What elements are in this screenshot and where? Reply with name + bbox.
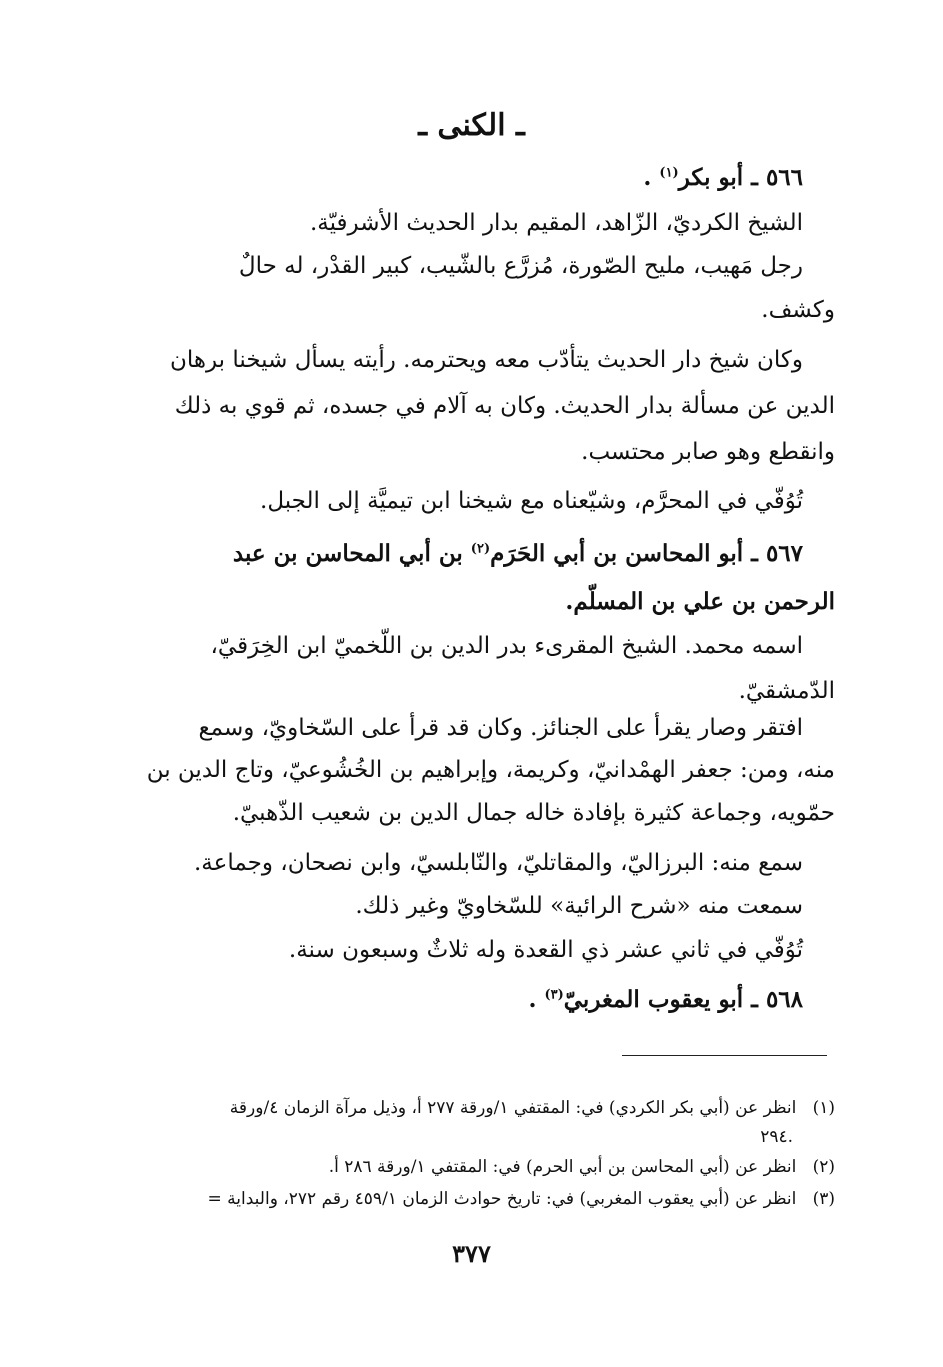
entry-566-line-5: الدين عن مسألة بدار الحديث. وكان به آلام في جسده، ثم قوي به ذلك — [174, 393, 835, 419]
entry-567-heading-line-2: الرحمن بن علي بن المسلّم. — [565, 588, 835, 615]
footnote-ref-2: (٢) — [470, 541, 491, 557]
footnote-1: (١) انظر عن (أبي بكر الكردي) في: المقتفي ١/ورقة ٢٧٧ أ، وذيل مرآة الزمان ٤/ورقة — [229, 1098, 835, 1118]
entry-566-line-6: وانقطع وهو صابر محتسب. — [581, 439, 835, 465]
entry-567-line-7: سمعت منه «شرح الرائية» للسّخاويّ وغير ذلك. — [355, 893, 803, 919]
entry-566-line-3: وكشف. — [761, 297, 835, 323]
entry-567-line-1: اسمه محمد. الشيخ المقرىء بدر الدين بن اللّخميّ ابن الخِرَقيّ، — [210, 633, 803, 659]
footnote-ref-1: (١) — [659, 165, 679, 181]
page-header: ـ الكنى ـ — [418, 108, 525, 143]
entry-567-heading: ٥٦٧ ـ أبو المحاسن بن أبي الحَرَم$^{(٢)}$ بن أبي المحاسن بن عبد — [232, 540, 803, 567]
entry-568-heading: ٥٦٨ ـ أبو يعقوب المغربيّ$^{(٣)}$ . — [528, 986, 803, 1013]
footnote-divider — [622, 1055, 827, 1056]
entry-567-line-6: سمع منه: البرزاليّ، والمقاتليّ، والنّابلسيّ، وابن نصحان، وجماعة. — [193, 850, 803, 876]
entry-567-line-5: حمّويه، وجماعة كثيرة بإفادة خاله جمال الدين بن شعيب الذّهبيّ. — [232, 800, 835, 826]
entry-567-line-2: الدّمشقيّ. — [738, 678, 835, 704]
entry-567-line-4: منه، ومن: جعفر الهمْدانيّ، وكريمة، وإبراهيم بن الخُشُوعيّ، وتاج الدين بن — [146, 757, 835, 783]
footnote-1-cont: ٢٩٤. — [760, 1127, 793, 1147]
entry-567-line-3: افتقر وصار يقرأ على الجنائز. وكان قد قرأ على السّخاويّ، وسمع — [198, 715, 803, 741]
entry-566-line-1: الشيخ الكرديّ، الزّاهد، المقيم بدار الحديث الأشرفيّة. — [309, 210, 803, 236]
entry-567-line-8: تُوُفّي في ثاني عشر ذي القعدة وله ثلاثٌ وسبعون سنة. — [288, 937, 803, 963]
entry-566-line-2: رجل مَهيب، مليح الصّورة، مُزرَّع بالشّيب، كبير القدْر، له حالٌ — [238, 253, 803, 279]
entry-566-heading: ٥٦٦ ـ أبو بكر$^{(١)}$ . — [643, 164, 803, 191]
footnote-ref-3: (٣) — [544, 987, 564, 1003]
page-number: ٣٧٧ — [452, 1239, 491, 1268]
entry-566-line-7: تُوُفّي في المحرَّم، وشيّعناه مع شيخنا ابن تيميَّة إلى الجبل. — [260, 488, 803, 514]
footnote-2: (٢) انظر عن (أبي المحاسن بن أبي الحرم) في: المقتفي ١/ورقة ٢٨٦ أ. — [328, 1157, 835, 1177]
footnote-3: (٣) انظر عن (أبي يعقوب المغربي) في: تاريخ حوادث الزمان ٤٥٩/١ رقم ٢٧٢، والبداية = — [207, 1189, 835, 1209]
entry-566-line-4: وكان شيخ دار الحديث يتأدّب معه ويحترمه. رأيته يسأل شيخنا برهان — [169, 347, 803, 373]
